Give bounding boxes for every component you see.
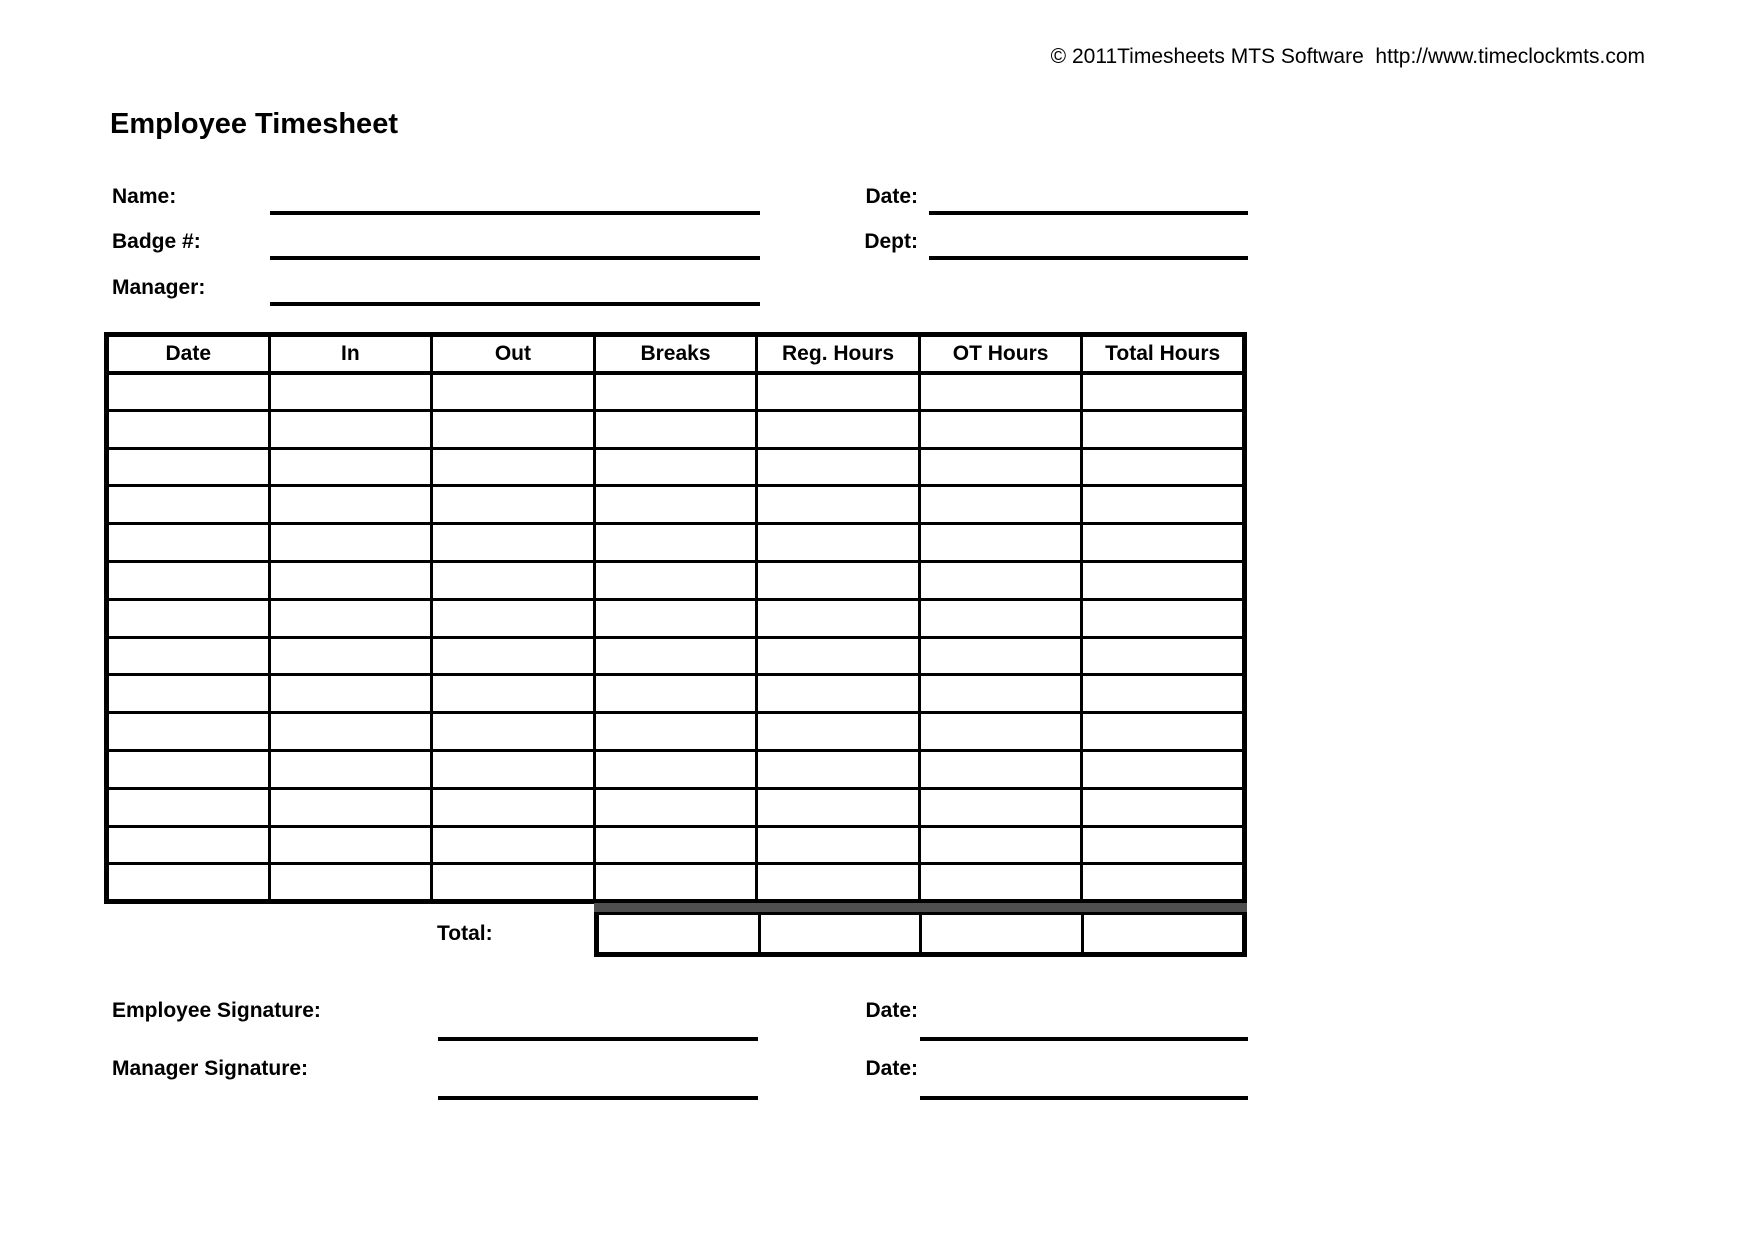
date-field[interactable] bbox=[929, 211, 1248, 215]
timesheet-cell[interactable] bbox=[269, 826, 432, 864]
timesheet-cell[interactable] bbox=[919, 410, 1082, 448]
timesheet-row bbox=[107, 864, 1245, 902]
timesheet-cell[interactable] bbox=[757, 864, 920, 902]
timesheet-cell[interactable] bbox=[269, 373, 432, 411]
timesheet-cell[interactable] bbox=[269, 788, 432, 826]
timesheet-table-header bbox=[107, 335, 1245, 373]
timesheet-cell[interactable] bbox=[757, 826, 920, 864]
timesheet-cell[interactable] bbox=[919, 448, 1082, 486]
timesheet-cell[interactable] bbox=[432, 826, 595, 864]
timesheet-cell[interactable] bbox=[757, 410, 920, 448]
total-label: Total: bbox=[437, 922, 493, 945]
timesheet-cell[interactable] bbox=[919, 864, 1082, 902]
timesheet-cell[interactable] bbox=[757, 486, 920, 524]
timesheet-cell[interactable] bbox=[107, 788, 270, 826]
timesheet-table-body bbox=[107, 373, 1245, 902]
timesheet-row bbox=[107, 448, 1245, 486]
timesheet-row bbox=[107, 373, 1245, 411]
copyright-text: © 2011Timesheets MTS Software http://www.timeclockmts.com bbox=[1050, 45, 1645, 68]
timesheet-cell[interactable] bbox=[107, 826, 270, 864]
timesheet-cell[interactable] bbox=[269, 486, 432, 524]
timesheet-row bbox=[107, 788, 1245, 826]
timesheet-cell[interactable] bbox=[594, 637, 757, 675]
timesheet-cell[interactable] bbox=[107, 637, 270, 675]
badge-number-field[interactable] bbox=[270, 256, 760, 260]
timesheet-cell[interactable] bbox=[1082, 524, 1245, 562]
manager-signature-field[interactable] bbox=[438, 1096, 758, 1100]
manager-field[interactable] bbox=[270, 302, 760, 306]
timesheet-cell[interactable] bbox=[269, 750, 432, 788]
column-header-reg-hours: Reg. Hours bbox=[757, 335, 920, 373]
timesheet-cell[interactable] bbox=[919, 486, 1082, 524]
timesheet-cell[interactable] bbox=[107, 373, 270, 411]
timesheet-cell[interactable] bbox=[757, 788, 920, 826]
timesheet-cell[interactable] bbox=[432, 713, 595, 751]
timesheet-cell[interactable] bbox=[432, 788, 595, 826]
employee-signature-date-field[interactable] bbox=[920, 1037, 1248, 1041]
total-cell-ot-hours[interactable] bbox=[922, 915, 1084, 952]
timesheet-cell[interactable] bbox=[757, 750, 920, 788]
timesheet-cell[interactable] bbox=[107, 750, 270, 788]
timesheet-cell[interactable] bbox=[594, 675, 757, 713]
timesheet-row bbox=[107, 826, 1245, 864]
timesheet-cell[interactable] bbox=[1082, 675, 1245, 713]
timesheet-row bbox=[107, 599, 1245, 637]
timesheet-cell[interactable] bbox=[757, 599, 920, 637]
column-header-ot-hours: OT Hours bbox=[919, 335, 1082, 373]
timesheet-cell[interactable] bbox=[919, 561, 1082, 599]
name-label: Name: bbox=[112, 185, 177, 208]
timesheet-cell[interactable] bbox=[757, 448, 920, 486]
timesheet-cell[interactable] bbox=[1082, 599, 1245, 637]
timesheet-row bbox=[107, 750, 1245, 788]
manager-signature-date-field[interactable] bbox=[920, 1096, 1248, 1100]
timesheet-cell[interactable] bbox=[1082, 826, 1245, 864]
timesheet-cell[interactable] bbox=[1082, 561, 1245, 599]
timesheet-cell[interactable] bbox=[594, 524, 757, 562]
timesheet-cell[interactable] bbox=[919, 373, 1082, 411]
timesheet-cell[interactable] bbox=[1082, 750, 1245, 788]
timesheet-cell[interactable] bbox=[1082, 373, 1245, 411]
timesheet-cell[interactable] bbox=[594, 410, 757, 448]
timesheet-cell[interactable] bbox=[107, 486, 270, 524]
timesheet-cell[interactable] bbox=[757, 373, 920, 411]
column-header-breaks: Breaks bbox=[594, 335, 757, 373]
timesheet-cell[interactable] bbox=[107, 864, 270, 902]
manager-signature-label: Manager Signature: bbox=[112, 1057, 309, 1080]
manager-label: Manager: bbox=[112, 276, 206, 299]
timesheet-table bbox=[104, 332, 1247, 904]
timesheet-cell[interactable] bbox=[269, 410, 432, 448]
timesheet-cell[interactable] bbox=[1082, 713, 1245, 751]
manager-signature-date-label: Date: bbox=[865, 1057, 918, 1080]
dept-field[interactable] bbox=[929, 256, 1248, 260]
timesheet-row bbox=[107, 675, 1245, 713]
timesheet-cell[interactable] bbox=[919, 713, 1082, 751]
total-cell-breaks[interactable] bbox=[599, 915, 761, 952]
total-cell-reg-hours[interactable] bbox=[761, 915, 923, 952]
total-row bbox=[594, 912, 1247, 957]
timesheet-cell[interactable] bbox=[432, 373, 595, 411]
timesheet-cell[interactable] bbox=[269, 637, 432, 675]
column-header-in: In bbox=[269, 335, 432, 373]
timesheet-cell[interactable] bbox=[757, 713, 920, 751]
timesheet-cell[interactable] bbox=[1082, 486, 1245, 524]
timesheet-cell[interactable] bbox=[269, 599, 432, 637]
timesheet-cell[interactable] bbox=[757, 561, 920, 599]
timesheet-cell[interactable] bbox=[269, 524, 432, 562]
timesheet-cell[interactable] bbox=[432, 599, 595, 637]
timesheet-cell[interactable] bbox=[432, 448, 595, 486]
total-cell-total-hours[interactable] bbox=[1084, 915, 1243, 952]
timesheet-cell[interactable] bbox=[432, 637, 595, 675]
timesheet-cell[interactable] bbox=[269, 713, 432, 751]
column-header-out: Out bbox=[432, 335, 595, 373]
employee-signature-label: Employee Signature: bbox=[112, 999, 321, 1022]
timesheet-cell[interactable] bbox=[919, 675, 1082, 713]
column-header-total-hours: Total Hours bbox=[1082, 335, 1245, 373]
timesheet-cell[interactable] bbox=[1082, 788, 1245, 826]
timesheet-cell[interactable] bbox=[432, 486, 595, 524]
timesheet-cell[interactable] bbox=[107, 448, 270, 486]
timesheet-row bbox=[107, 486, 1245, 524]
timesheet-cell[interactable] bbox=[594, 561, 757, 599]
timesheet-cell[interactable] bbox=[107, 410, 270, 448]
badge-number-label: Badge #: bbox=[112, 230, 201, 253]
timesheet-cell[interactable] bbox=[432, 410, 595, 448]
timesheet-cell[interactable] bbox=[269, 448, 432, 486]
timesheet-cell[interactable] bbox=[919, 524, 1082, 562]
timesheet-cell[interactable] bbox=[594, 864, 757, 902]
name-field[interactable] bbox=[270, 211, 760, 215]
timesheet-cell[interactable] bbox=[919, 750, 1082, 788]
timesheet-cell[interactable] bbox=[919, 826, 1082, 864]
timesheet-cell[interactable] bbox=[432, 864, 595, 902]
timesheet-cell[interactable] bbox=[594, 599, 757, 637]
timesheet-cell[interactable] bbox=[269, 864, 432, 902]
employee-signature-field[interactable] bbox=[438, 1037, 758, 1041]
employee-signature-date-label: Date: bbox=[865, 999, 918, 1022]
date-label: Date: bbox=[865, 185, 918, 208]
timesheet-cell[interactable] bbox=[432, 750, 595, 788]
timesheet-cell[interactable] bbox=[594, 713, 757, 751]
timesheet-cell[interactable] bbox=[107, 599, 270, 637]
timesheet-cell[interactable] bbox=[594, 788, 757, 826]
timesheet-cell[interactable] bbox=[757, 524, 920, 562]
page-title: Employee Timesheet bbox=[110, 108, 398, 140]
timesheet-cell[interactable] bbox=[594, 826, 757, 864]
timesheet-cell[interactable] bbox=[1082, 637, 1245, 675]
timesheet-row bbox=[107, 410, 1245, 448]
dept-label: Dept: bbox=[864, 230, 918, 253]
timesheet-cell[interactable] bbox=[919, 637, 1082, 675]
timesheet-cell[interactable] bbox=[1082, 448, 1245, 486]
header-row bbox=[107, 335, 1245, 373]
timesheet-cell[interactable] bbox=[594, 373, 757, 411]
timesheet-cell[interactable] bbox=[107, 561, 270, 599]
timesheet-cell[interactable] bbox=[594, 486, 757, 524]
timesheet-cell[interactable] bbox=[1082, 410, 1245, 448]
total-separator-bar bbox=[594, 903, 1247, 912]
timesheet-cell[interactable] bbox=[269, 675, 432, 713]
column-header-date: Date bbox=[107, 335, 270, 373]
timesheet-cell[interactable] bbox=[269, 561, 432, 599]
timesheet-cell[interactable] bbox=[107, 675, 270, 713]
timesheet-row bbox=[107, 637, 1245, 675]
timesheet-cell[interactable] bbox=[432, 561, 595, 599]
timesheet-cell[interactable] bbox=[594, 448, 757, 486]
timesheet-cell[interactable] bbox=[107, 713, 270, 751]
timesheet-cell[interactable] bbox=[594, 750, 757, 788]
timesheet-row bbox=[107, 713, 1245, 751]
timesheet-cell[interactable] bbox=[432, 675, 595, 713]
timesheet-cell[interactable] bbox=[432, 524, 595, 562]
timesheet-cell[interactable] bbox=[107, 524, 270, 562]
timesheet-row bbox=[107, 524, 1245, 562]
timesheet-cell[interactable] bbox=[1082, 864, 1245, 902]
timesheet-cell[interactable] bbox=[757, 637, 920, 675]
timesheet-cell[interactable] bbox=[919, 788, 1082, 826]
timesheet-cell[interactable] bbox=[757, 675, 920, 713]
timesheet-cell[interactable] bbox=[919, 599, 1082, 637]
timesheet-row bbox=[107, 561, 1245, 599]
